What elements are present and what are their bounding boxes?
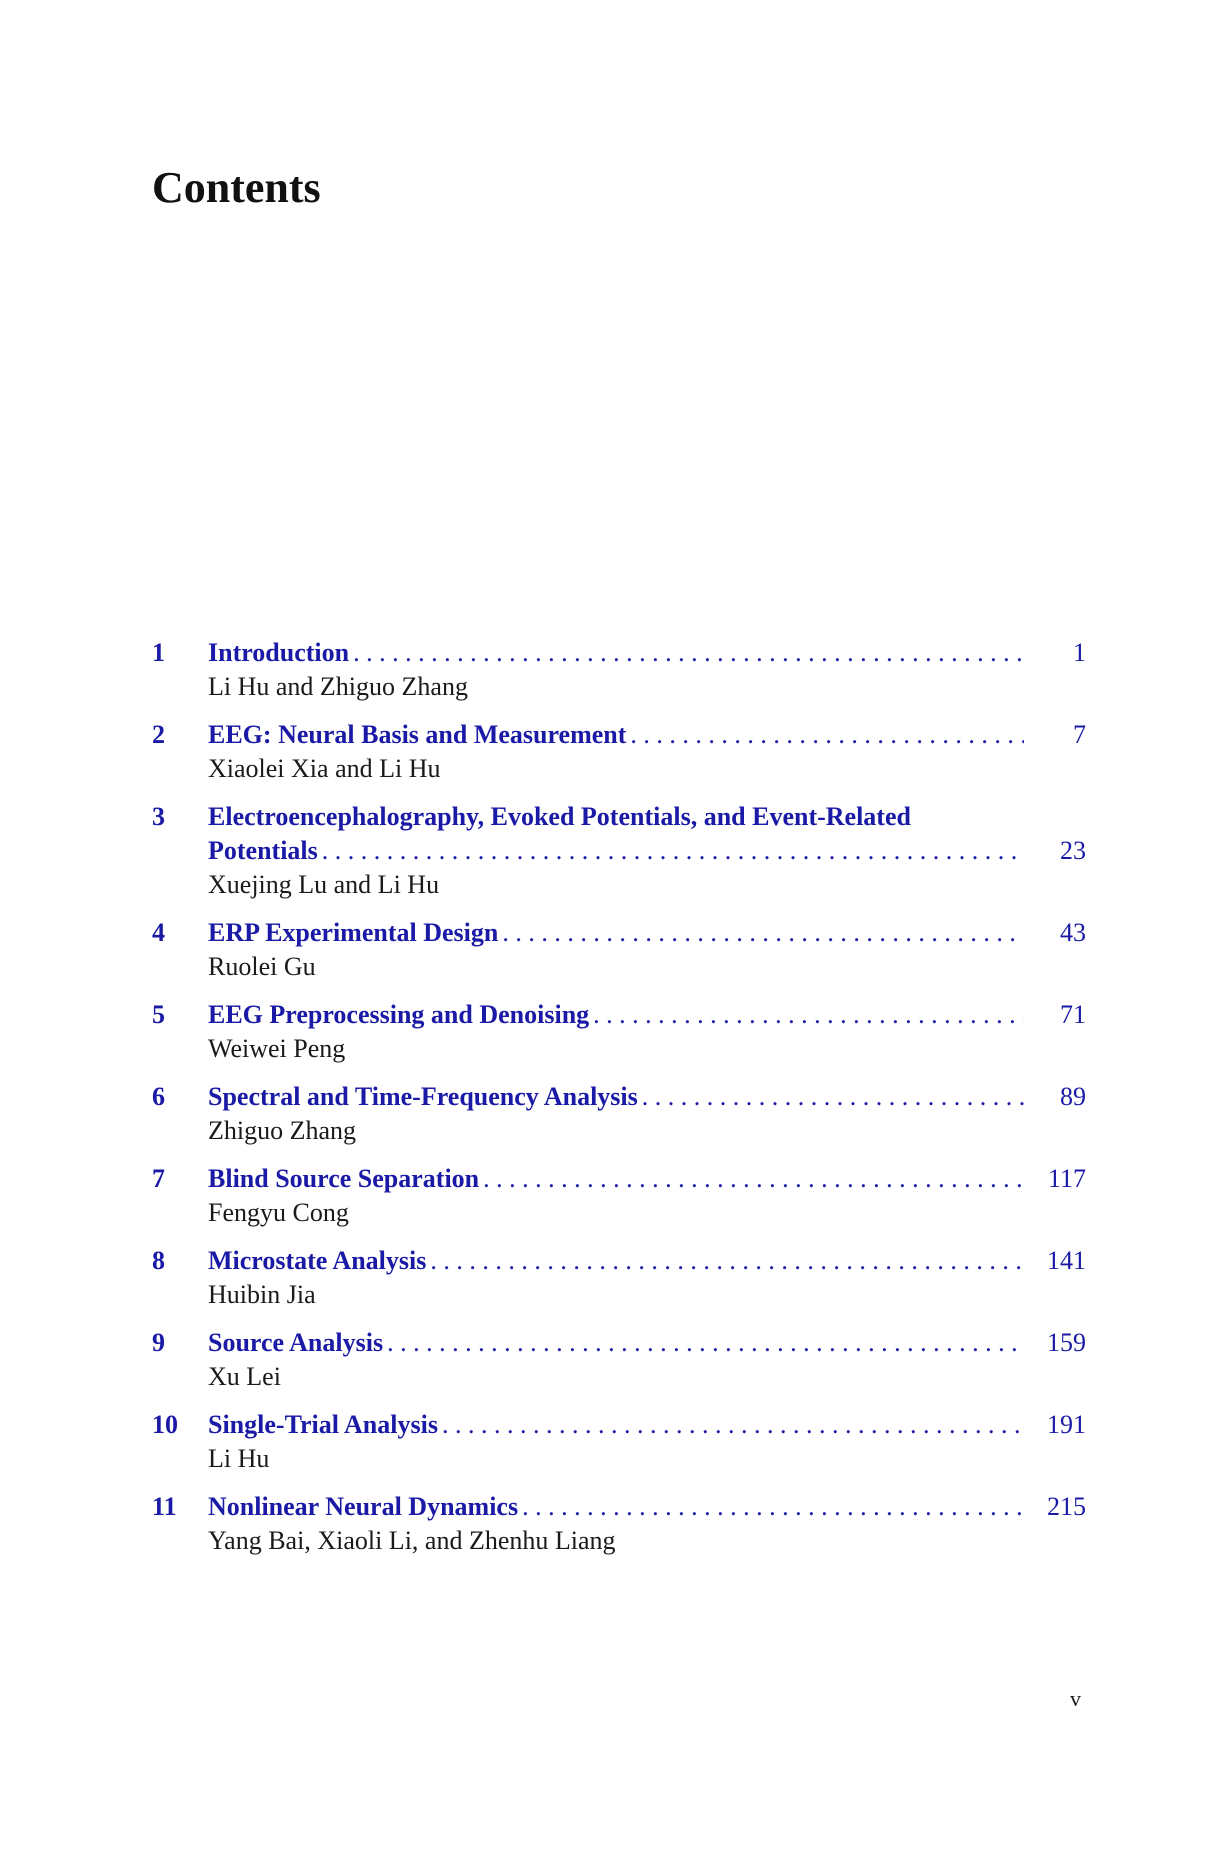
chapter-title-link[interactable]: Introduction xyxy=(208,638,350,667)
dot-leader xyxy=(593,998,1024,1032)
chapter-page-link[interactable]: 191 xyxy=(1047,1410,1086,1439)
chapter-authors: Xuejing Lu and Li Hu xyxy=(208,870,440,899)
chapter-number: 8 xyxy=(152,1246,165,1275)
chapter-title-link[interactable]: EEG Preprocessing and Denoising xyxy=(208,1000,590,1029)
dot-leader xyxy=(442,1408,1024,1442)
chapter-authors: Li Hu and Zhiguo Zhang xyxy=(208,672,468,701)
chapter-title-link[interactable]: ERP Experimental Design xyxy=(208,918,499,947)
chapter-authors: Fengyu Cong xyxy=(208,1198,349,1227)
chapter-page-link[interactable]: 215 xyxy=(1047,1492,1086,1521)
dot-leader xyxy=(322,834,1024,868)
chapter-title-link[interactable]: Microstate Analysis xyxy=(208,1246,427,1275)
chapter-number: 6 xyxy=(152,1082,165,1111)
chapter-page-link[interactable]: 71 xyxy=(1060,1000,1086,1029)
chapter-authors: Xiaolei Xia and Li Hu xyxy=(208,754,441,783)
chapter-authors: Huibin Jia xyxy=(208,1280,316,1309)
chapter-number: 5 xyxy=(152,1000,165,1029)
toc-entry xyxy=(152,916,1086,984)
chapter-title-link[interactable]: Nonlinear Neural Dynamics xyxy=(208,1492,519,1521)
toc-entry xyxy=(152,1408,1086,1476)
chapter-number: 3 xyxy=(152,802,165,831)
chapter-title-link[interactable]: EEG: Neural Basis and Measurement xyxy=(208,720,627,749)
toc-entry xyxy=(152,800,1086,902)
chapter-number: 10 xyxy=(152,1410,178,1439)
toc-entry xyxy=(152,1244,1086,1312)
chapter-number: 4 xyxy=(152,918,165,947)
chapter-title-link[interactable]: Spectral and Time-Frequency Analysis xyxy=(208,1082,638,1111)
dot-leader xyxy=(630,718,1024,752)
chapter-page-link[interactable]: 141 xyxy=(1047,1246,1086,1275)
table-of-contents xyxy=(152,636,1086,1572)
chapter-page-link[interactable]: 43 xyxy=(1060,918,1086,947)
toc-entry xyxy=(152,636,1086,704)
toc-entry xyxy=(152,1080,1086,1148)
chapter-authors: Li Hu xyxy=(208,1444,270,1473)
chapter-authors: Xu Lei xyxy=(208,1362,281,1391)
toc-entry xyxy=(152,718,1086,786)
dot-leader xyxy=(502,916,1024,950)
chapter-title-link[interactable]: Blind Source Separation xyxy=(208,1164,480,1193)
chapter-page-link[interactable]: 1 xyxy=(1073,638,1086,667)
chapter-authors: Yang Bai, Xiaoli Li, and Zhenhu Liang xyxy=(208,1526,616,1555)
dot-leader xyxy=(483,1162,1024,1196)
chapter-title-link[interactable]: Source Analysis xyxy=(208,1328,384,1357)
chapter-number: 1 xyxy=(152,638,165,667)
chapter-authors: Weiwei Peng xyxy=(208,1034,346,1063)
chapter-authors: Zhiguo Zhang xyxy=(208,1116,357,1145)
dot-leader xyxy=(430,1244,1024,1278)
chapter-page-link[interactable]: 159 xyxy=(1047,1328,1086,1357)
toc-entry xyxy=(152,1490,1086,1558)
toc-entry xyxy=(152,1162,1086,1230)
chapter-title-link[interactable]: Potentials xyxy=(208,836,318,865)
dot-leader xyxy=(353,636,1024,670)
dot-leader xyxy=(522,1490,1024,1524)
chapter-number: 7 xyxy=(152,1164,165,1193)
chapter-authors: Ruolei Gu xyxy=(208,952,316,981)
chapter-number: 11 xyxy=(152,1492,177,1521)
chapter-number: 9 xyxy=(152,1328,165,1357)
chapter-page-link[interactable]: 117 xyxy=(1047,1164,1086,1193)
toc-entry xyxy=(152,1326,1086,1394)
chapter-page-link[interactable]: 89 xyxy=(1060,1082,1086,1111)
dot-leader xyxy=(387,1326,1024,1360)
chapter-page-link[interactable]: 23 xyxy=(1060,836,1086,865)
dot-leader xyxy=(642,1080,1024,1114)
chapter-title-link[interactable]: Electroencephalography, Evoked Potentials, and Event-Related xyxy=(208,802,911,831)
chapter-number: 2 xyxy=(152,720,165,749)
page-number: v xyxy=(1070,1686,1081,1711)
toc-entry xyxy=(152,998,1086,1066)
page-title: Contents xyxy=(152,163,321,212)
chapter-title-link[interactable]: Single-Trial Analysis xyxy=(208,1410,438,1439)
chapter-page-link[interactable]: 7 xyxy=(1073,720,1086,749)
